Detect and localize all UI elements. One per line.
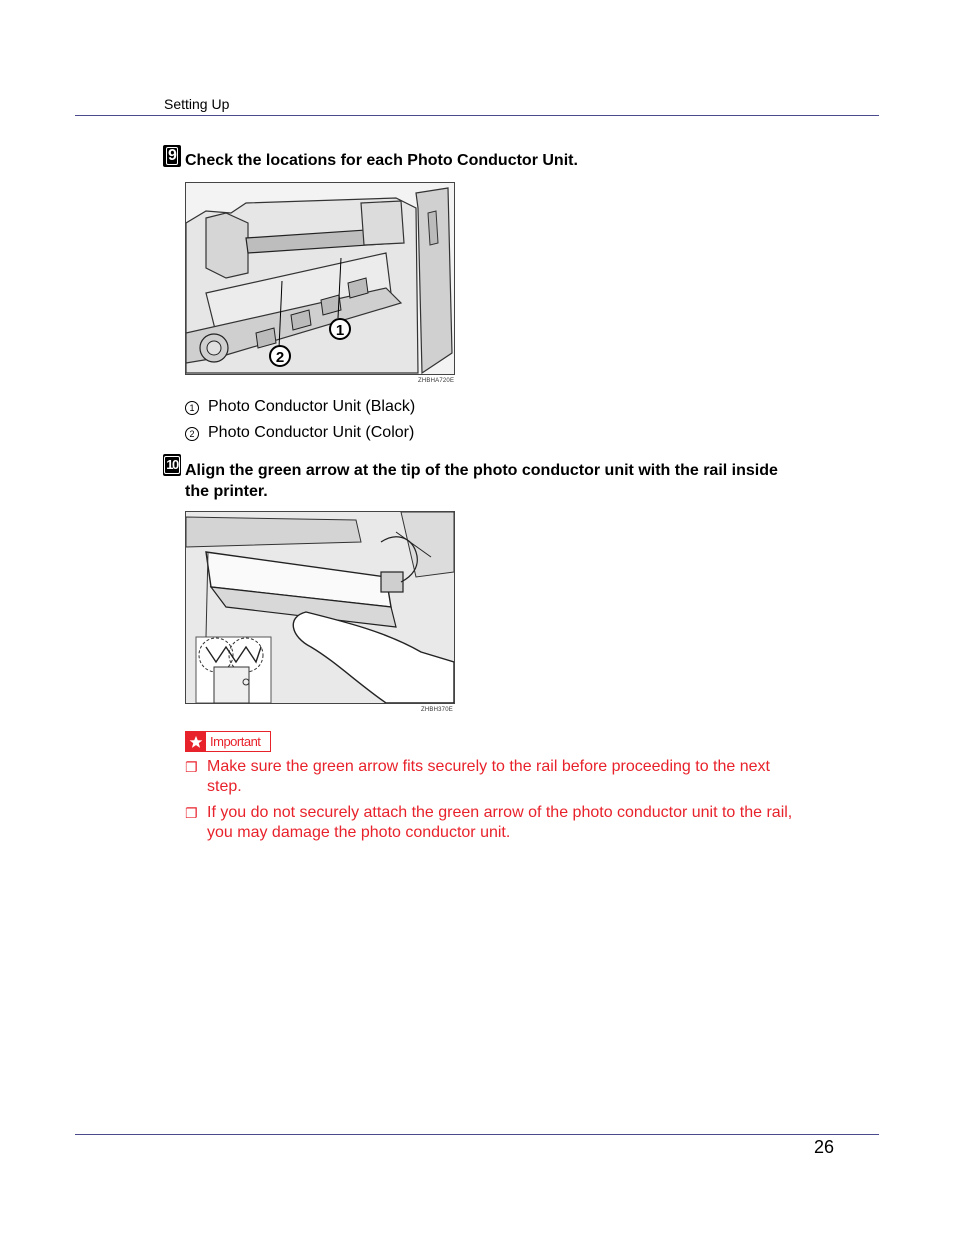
align-green-arrow-illustration	[185, 511, 455, 704]
checkbox-bullet-icon: ❐	[185, 805, 198, 821]
step-number-badge: 9	[163, 145, 181, 167]
step-title: Check the locations for each Photo Conductor Unit.	[185, 152, 578, 169]
section-header: Setting Up	[164, 96, 230, 112]
important-note: ❐ Make sure the green arrow fits securely to the rail before proceeding to the next step.	[185, 758, 770, 795]
important-badge: Important	[185, 731, 271, 752]
checkbox-bullet-icon: ❐	[185, 759, 198, 775]
star-icon	[186, 732, 206, 751]
step-title: Align the green arrow at the tip of the photo conductor unit with the rail inside the printer.	[185, 462, 778, 500]
important-note: ❐ If you do not securely attach the green arrow of the photo conductor unit to the rail, you may damage the photo conductor unit.	[185, 804, 793, 841]
figure-code: ZHBHA720E	[418, 378, 455, 384]
callout-item: 2 Photo Conductor Unit (Color)	[185, 424, 414, 442]
footer-rule	[75, 1134, 879, 1135]
marker-1: 1	[335, 322, 345, 339]
page-number: 26	[813, 1137, 834, 1157]
step-number-badge: 10	[163, 454, 181, 476]
header-rule	[75, 115, 879, 116]
photo-conductor-locations-illustration	[185, 182, 455, 375]
marker-2: 2	[275, 349, 285, 366]
figure-code: ZHBH370E	[421, 707, 453, 713]
callout-item: 1 Photo Conductor Unit (Black)	[185, 398, 415, 416]
